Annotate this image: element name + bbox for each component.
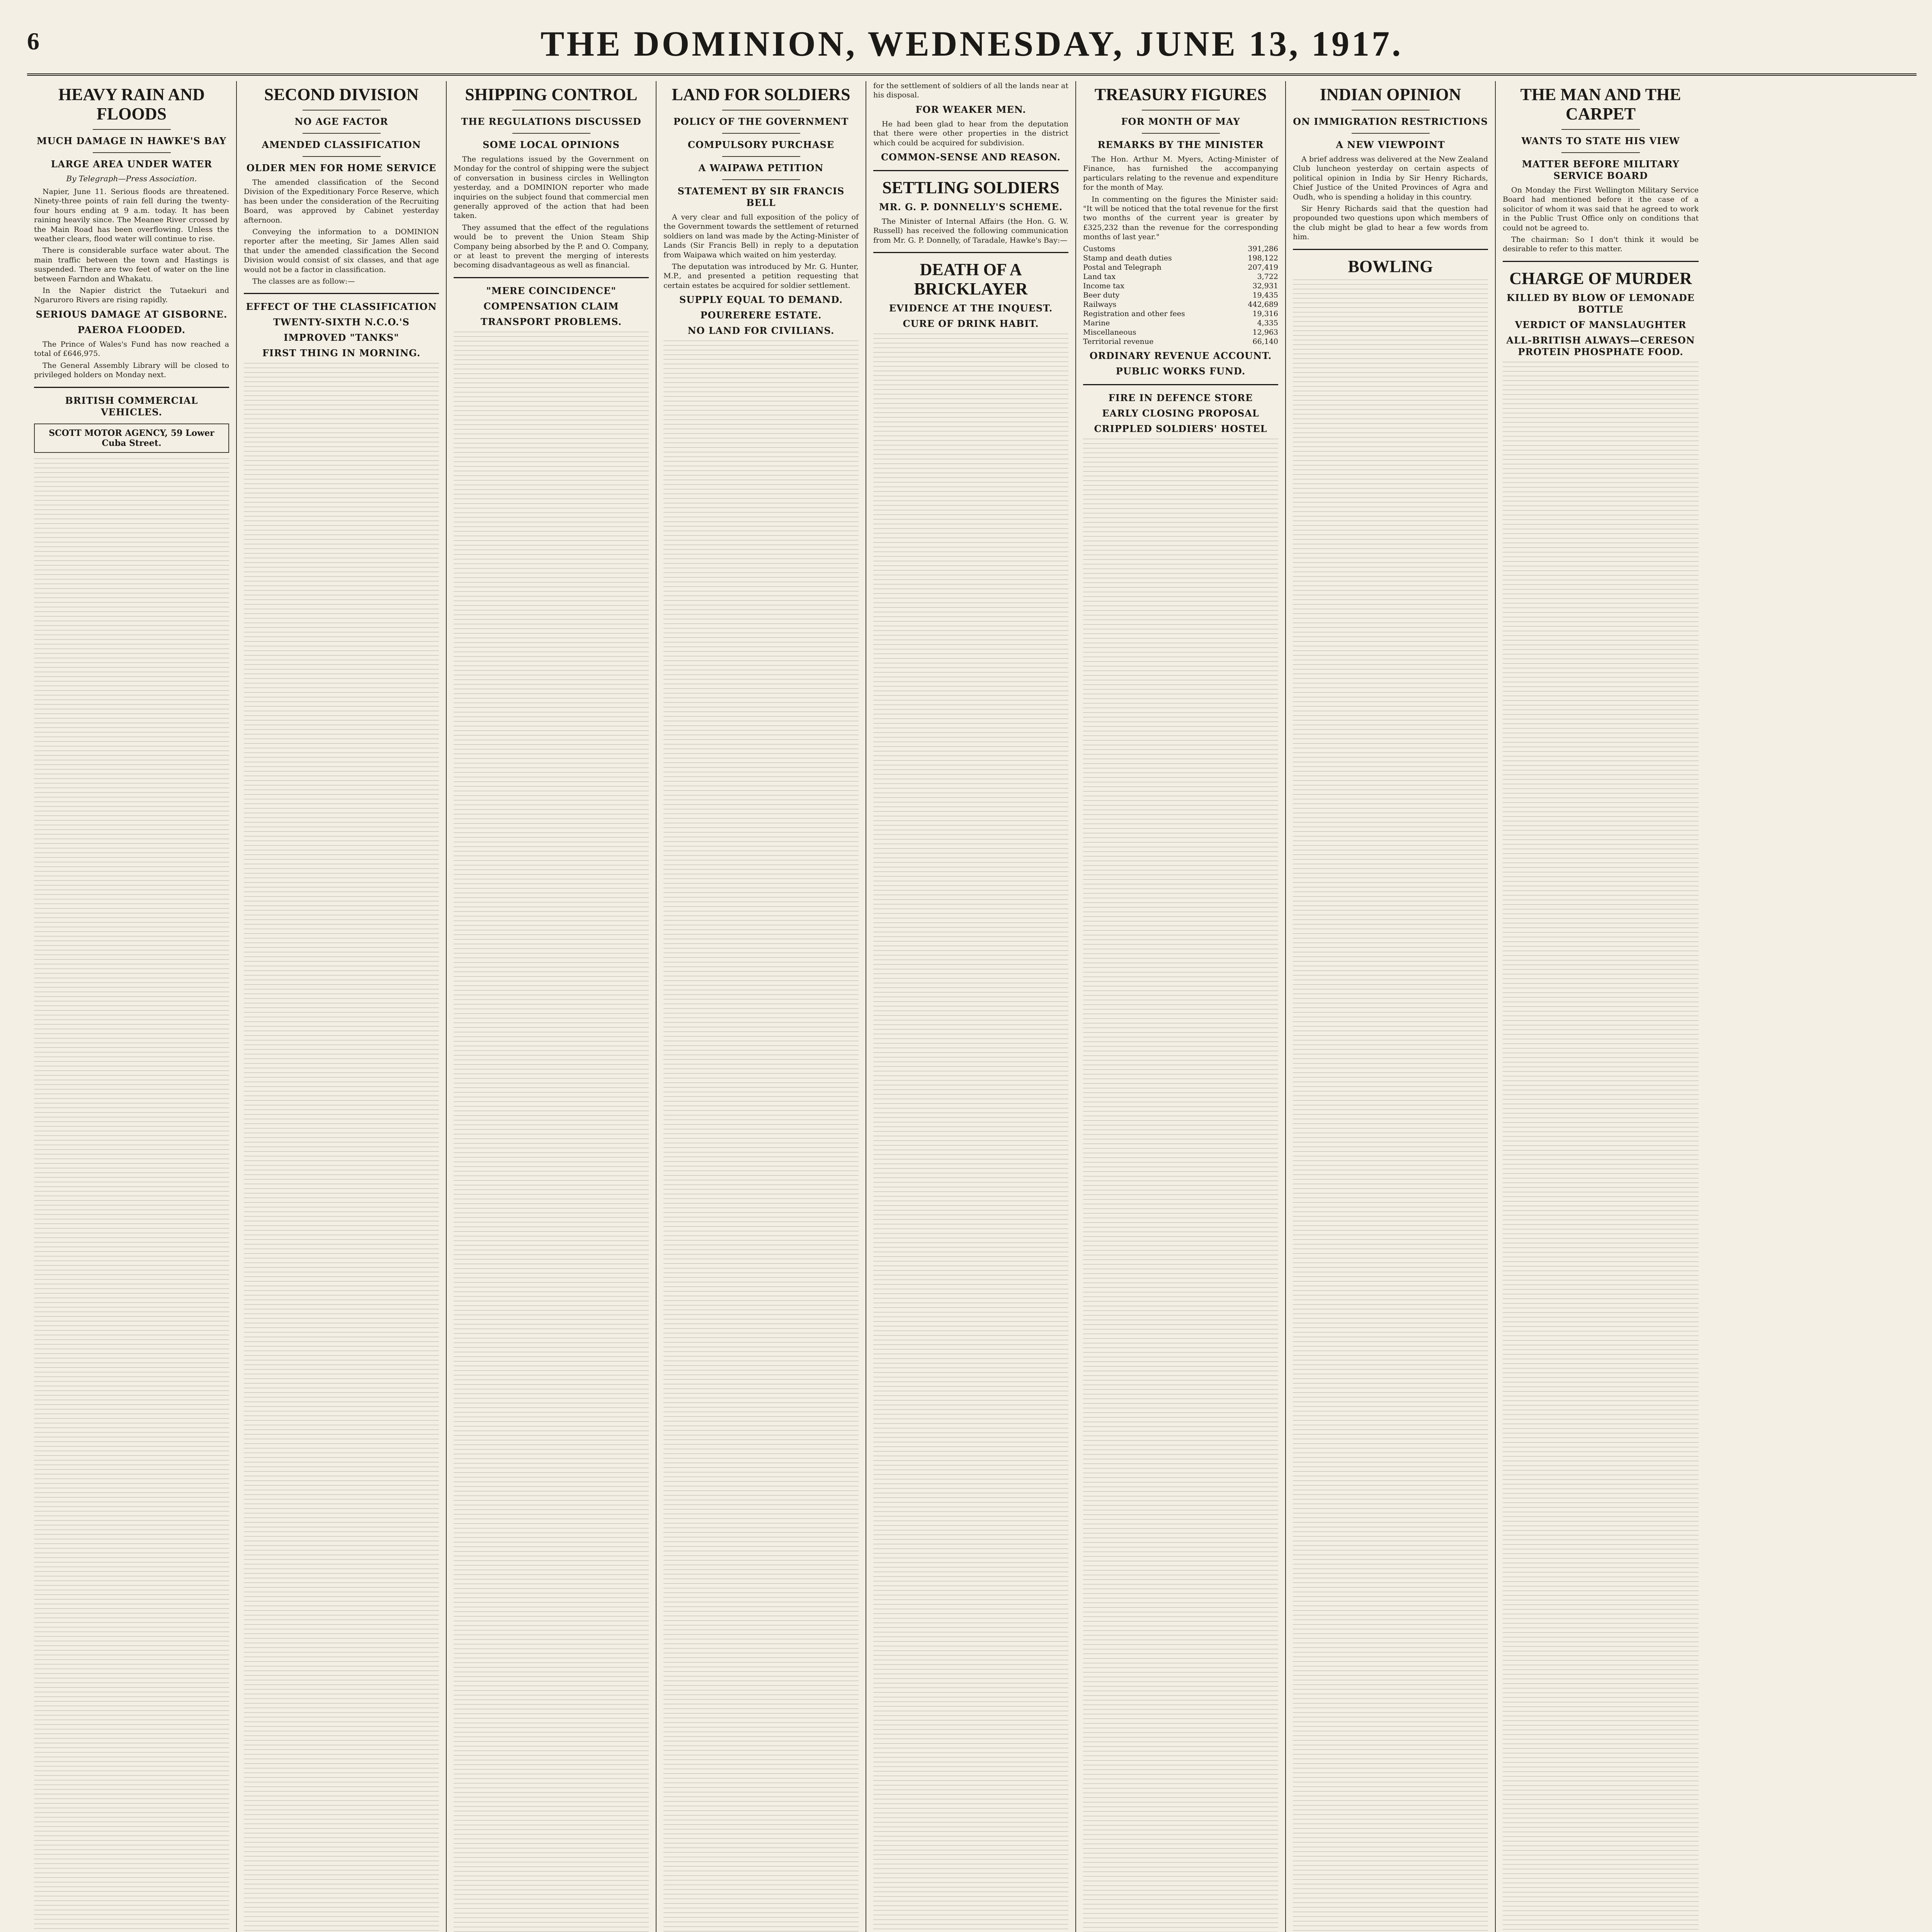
headline: DEATH OF A BRICKLAYER: [914, 260, 1028, 299]
section-headline: SUPPLY EQUAL TO DEMAND.: [679, 294, 843, 306]
subhead: OLDER MEN FOR HOME SERVICE: [246, 162, 437, 173]
section-headline: FOR WEAKER MEN.: [915, 104, 1026, 115]
article-paragraph: A brief address was delivered at the New Zealand Club luncheon yesterday on certain aspects of political opinion in India by Sir Henry Richards, Chief Justice of the United Provinces of Agra and Oudh, who is spending a holiday in this country.: [1293, 155, 1488, 201]
section-headline: PUBLIC WORKS FUND.: [1116, 365, 1246, 377]
article-paragraph: Sir Henry Richards said that the question had propounded two questions upon which members of the club might be glad to hear a few words from him.: [1293, 204, 1488, 242]
article-paragraph: Conveying the information to a DOMINION reporter after the meeting, Sir James Allen said that under the amended classification the Second Division would consist of six classes, and that age would not be a factor in classification.: [244, 228, 439, 274]
article-paragraph: The General Assembly Library will be closed to privileged holders on Monday next.: [34, 361, 229, 379]
table-row: Customs 391,286: [1083, 244, 1278, 253]
section-headline: COMPENSATION CLAIM: [483, 300, 619, 312]
section-headline: COMMON-SENSE AND REASON.: [881, 151, 1061, 163]
section-headline: PAEROA FLOODED.: [77, 324, 186, 335]
section-headline: BRITISH COMMERCIAL VEHICLES.: [65, 395, 198, 418]
section-headline: CRIPPLED SOLDIERS' HOSTEL: [1094, 423, 1267, 434]
column-treasury-figures: [1076, 81, 1286, 1932]
subhead: STATEMENT BY SIR FRANCIS BELL: [677, 185, 845, 208]
section-headline: TWENTY-SIXTH N.C.O.'S: [273, 316, 410, 328]
article-paragraph: The amended classification of the Second Division of the Expeditionary Force Reserve, which has been under the consideration of the Recruiting Board, was approved by Cabinet yesterday afternoon.: [244, 178, 439, 224]
headline: INDIAN OPINION: [1320, 85, 1461, 104]
body-text-block: [1293, 279, 1488, 1932]
headline: SETTLING SOLDIERS: [882, 178, 1060, 197]
subhead: VERDICT OF MANSLAUGHTER: [1515, 319, 1687, 330]
column-settling-soldiers: [866, 81, 1076, 1932]
section-headline: EFFECT OF THE CLASSIFICATION: [246, 301, 437, 313]
page-columns: [27, 81, 1917, 1932]
table-row: Beer duty 19,435: [1083, 291, 1278, 299]
table-row: Land tax 3,722: [1083, 272, 1278, 281]
article-paragraph: He had been glad to hear from the deputation that there were other properties in the district which could be acquired for subdivision.: [873, 119, 1068, 147]
body-text-block: [663, 340, 859, 1932]
section-headline: FIRE IN DEFENCE STORE: [1108, 392, 1253, 403]
headline: LAND FOR SOLDIERS: [672, 85, 850, 104]
headline: HEAVY RAIN AND FLOODS: [58, 85, 205, 123]
subhead: LARGE AREA UNDER WATER: [51, 158, 213, 170]
section-headline: ORDINARY REVENUE ACCOUNT.: [1089, 350, 1272, 361]
subhead: NO AGE FACTOR: [294, 116, 388, 127]
article-paragraph: Napier, June 11. Serious floods are threatened. Ninety-three points of rain fell during the twenty-four hours ending at 9 a.m. today. It has been raining heavily since. The Meanee River crossed by the Main Road has been overflowing. Unless the weather clears, flood water will continue to rise.: [34, 187, 229, 243]
body-text-block: [454, 332, 649, 1932]
revenue-table: [1083, 244, 1278, 346]
subhead: REMARKS BY THE MINISTER: [1097, 139, 1264, 150]
article-paragraph: In commenting on the figures the Minister said: "It will be noticed that the total revenue for the first two months of the current year is greater by £325,232 than the revenue for the corresponding months of last year.": [1083, 195, 1278, 242]
section-headline: IMPROVED "TANKS": [284, 332, 399, 344]
body-text-block: [1503, 362, 1699, 1932]
subhead: MR. G. P. DONNELLY'S SCHEME.: [879, 201, 1063, 213]
body-text-block: [34, 458, 229, 1932]
section-headline: ALL-BRITISH ALWAYS—CERESON PROTEIN PHOSPHATE FOOD.: [1506, 334, 1695, 357]
masthead: [27, 15, 1917, 76]
subhead: AMENDED CLASSIFICATION: [262, 139, 421, 150]
article-paragraph: They assumed that the effect of the regulations would be to prevent the Union Steam Ship Company being absorbed by the P. and O. Company, or at least to prevent the merging of interests becoming disadvantageous as well as financial.: [454, 223, 649, 270]
table-row: Territorial revenue 66,140: [1083, 337, 1278, 346]
newspaper-title: THE DOMINION, WEDNESDAY, JUNE 13, 1917.: [541, 24, 1403, 63]
byline: By Telegraph—Press Association.: [66, 174, 197, 183]
article-paragraph: There is considerable surface water about. The main traffic between the town and Hastings is suspended. There are two feet of water on the line between Farndon and Whakatu.: [34, 246, 229, 283]
section-headline: TRANSPORT PROBLEMS.: [480, 316, 622, 327]
article-paragraph: The Hon. Arthur M. Myers, Acting-Minister of Finance, has furnished the accompanying particulars relating to the revenue and expenditure for the month of May.: [1083, 155, 1278, 192]
table-row: Postal and Telegraph 207,419: [1083, 263, 1278, 272]
subhead: SOME LOCAL OPINIONS: [483, 139, 620, 150]
page-number: 6: [27, 27, 39, 55]
subhead: POLICY OF THE GOVERNMENT: [673, 116, 849, 127]
article-paragraph: The regulations issued by the Government on Monday for the control of shipping were the subject of conversation in business circles in Wellington yesterday, and a DOMINION reporter who made inquiries on the subject found that commercial men generally approved of the action that had been taken.: [454, 155, 649, 220]
headline: CHARGE OF MURDER: [1509, 269, 1692, 288]
section-headline: "MERE COINCIDENCE": [486, 285, 616, 296]
subhead: MUCH DAMAGE IN HAWKE'S BAY: [37, 135, 226, 146]
column-second-division: [237, 81, 447, 1932]
body-text-block: [244, 363, 439, 1932]
subhead: EVIDENCE AT THE INQUEST.: [889, 303, 1053, 314]
column-man-and-carpet: [1496, 81, 1706, 1932]
body-text-block: [1083, 439, 1278, 1932]
section-headline: POURERERE ESTATE.: [700, 310, 822, 321]
section-headline: EARLY CLOSING PROPOSAL: [1102, 407, 1259, 419]
subhead: MATTER BEFORE MILITARY SERVICE BOARD: [1522, 158, 1680, 181]
headline: SECOND DIVISION: [264, 85, 419, 104]
section-headline: CURE OF DRINK HABIT.: [903, 318, 1039, 330]
article-paragraph: The Prince of Wales's Fund has now reached a total of £646,975.: [34, 340, 229, 358]
section-headline: SERIOUS DAMAGE AT GISBORNE.: [36, 308, 228, 320]
section-headline: FIRST THING IN MORNING.: [262, 347, 421, 359]
subhead: ON IMMIGRATION RESTRICTIONS: [1293, 116, 1488, 127]
article-paragraph: In the Napier district the Tutaekuri and Ngaruroro Rivers are rising rapidly.: [34, 286, 229, 304]
subhead: A WAIPAWA PETITION: [698, 162, 824, 173]
article-paragraph: On Monday the First Wellington Military Service Board had mentioned before it the case of a solicitor of whom it was said that he agreed to work in the Public Trust Office only on conditions that could not be agreed to.: [1503, 186, 1699, 232]
subhead: KILLED BY BLOW OF LEMONADE BOTTLE: [1507, 292, 1695, 315]
subhead: COMPULSORY PURCHASE: [687, 139, 835, 150]
table-row: Miscellaneous 12,963: [1083, 328, 1278, 337]
table-row: Railways 442,689: [1083, 300, 1278, 309]
article-paragraph: for the settlement of soldiers of all the lands near at his disposal.: [873, 82, 1068, 100]
section-headline: NO LAND FOR CIVILIANS.: [687, 325, 835, 337]
column-shipping-control: [447, 81, 656, 1932]
table-row: Registration and other fees 19,316: [1083, 309, 1278, 318]
column-floods: [27, 81, 237, 1932]
headline: BOWLING: [1348, 257, 1433, 276]
article-paragraph: The chairman: So I don't think it would be desirable to refer to this matter.: [1503, 235, 1699, 253]
body-text-block: [873, 333, 1068, 1932]
advertisement: SCOTT MOTOR AGENCY, 59 Lower Cuba Street.: [34, 423, 229, 453]
article-paragraph: The Minister of Internal Affairs (the Hon. G. W. Russell) has received the following communication from Mr. G. P. Donnelly, of Taradale, Hawke's Bay:—: [873, 217, 1068, 245]
subhead: THE REGULATIONS DISCUSSED: [461, 116, 641, 127]
column-land-for-soldiers: [656, 81, 866, 1932]
table-row: Marine 4,335: [1083, 318, 1278, 327]
headline: THE MAN AND THE CARPET: [1520, 85, 1681, 123]
article-paragraph: A very clear and full exposition of the policy of the Government towards the settlement of returned soldiers on land was made by the Acting-Minister of Lands (Sir Francis Bell) in reply to a deputation from Waipawa which waited on him yesterday.: [663, 213, 859, 259]
table-row: Income tax 32,931: [1083, 281, 1278, 290]
column-indian-opinion: [1286, 81, 1496, 1932]
article-paragraph: The classes are as follow:—: [252, 277, 355, 286]
table-row: Stamp and death duties 198,122: [1083, 253, 1278, 262]
headline: SHIPPING CONTROL: [465, 85, 638, 104]
subhead: A NEW VIEWPOINT: [1336, 139, 1445, 150]
subhead: FOR MONTH OF MAY: [1121, 116, 1240, 127]
article-paragraph: The deputation was introduced by Mr. G. Hunter, M.P., and presented a petition requesting that certain estates be acquired for soldier settlement.: [663, 262, 859, 290]
subhead: WANTS TO STATE HIS VIEW: [1521, 135, 1680, 146]
headline: TREASURY FIGURES: [1094, 85, 1267, 104]
